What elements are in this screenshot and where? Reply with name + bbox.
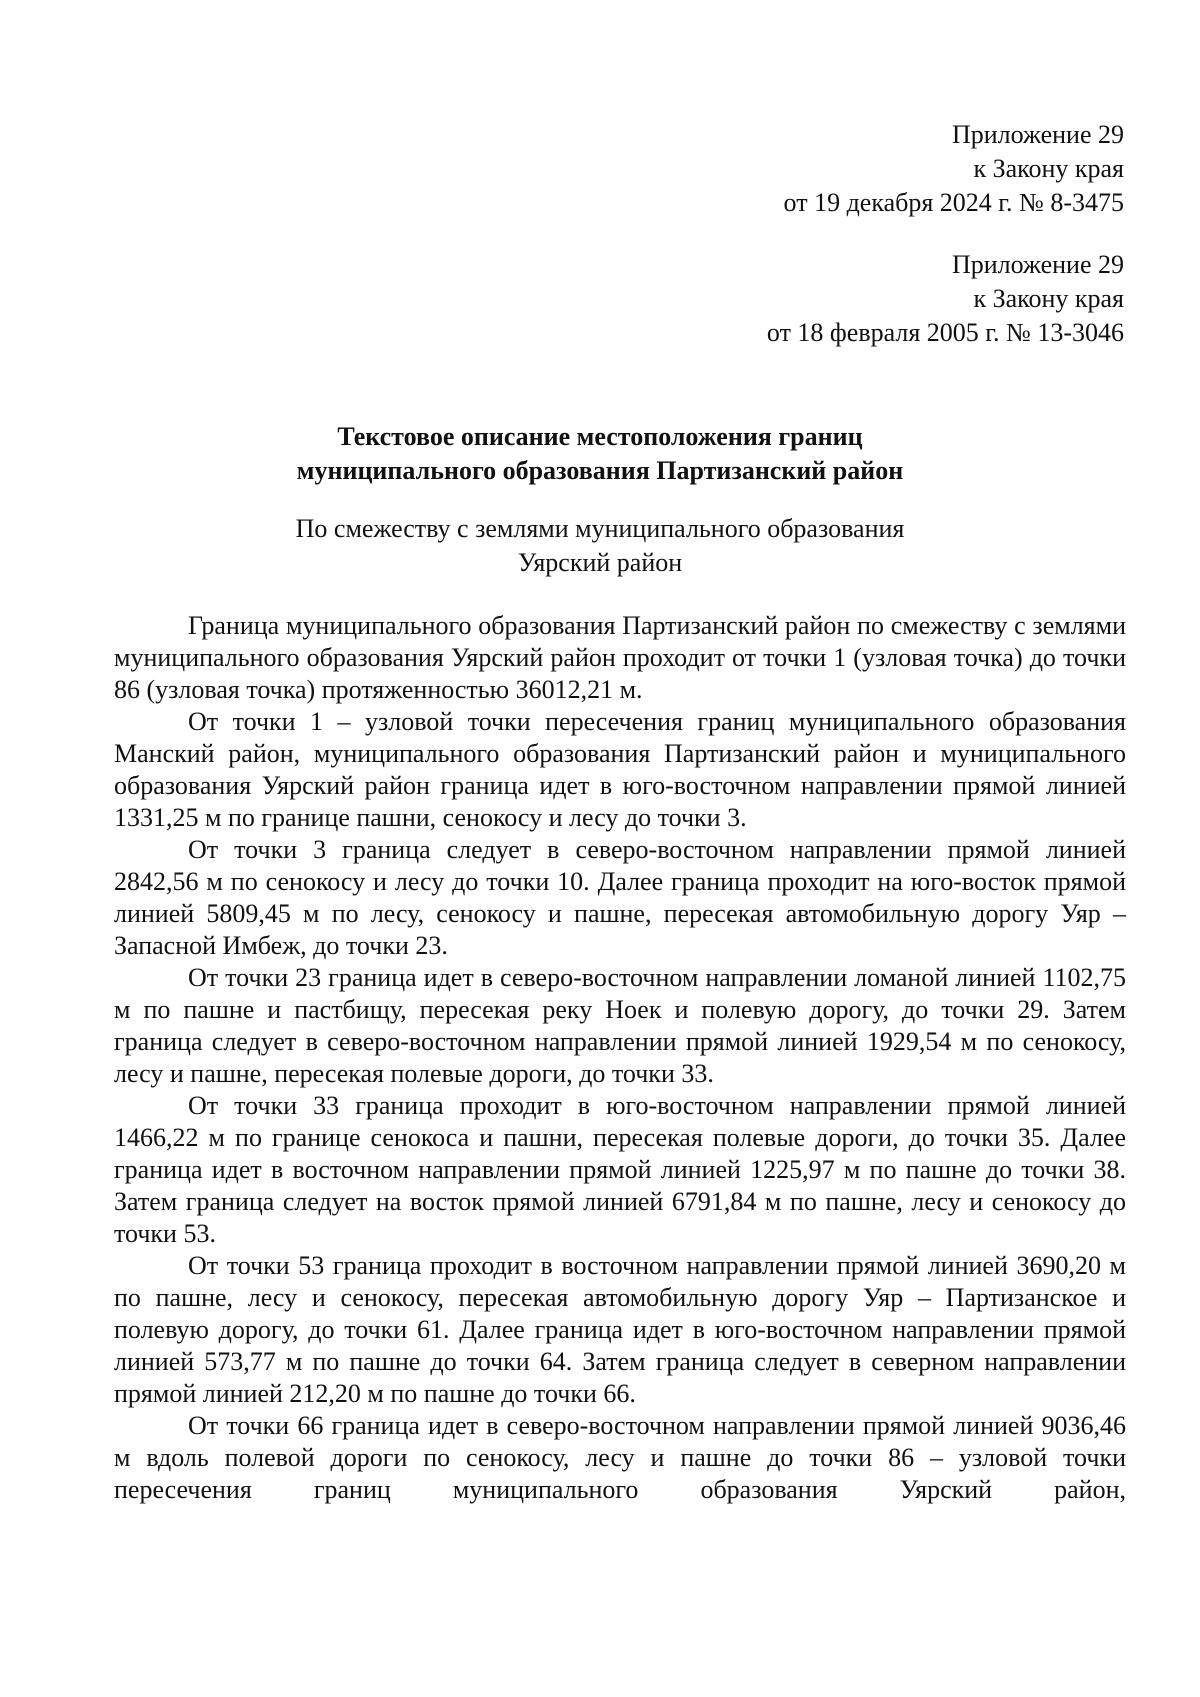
section-subtitle xyxy=(0,512,1200,580)
document-body xyxy=(114,610,1126,1506)
body-paragraph: От точки 3 граница следует в северо-восточном направлении прямой линией 2842,56 м по сенокосу и лесу до точки 10. Далее граница проходит на юго-восток прямой линией 5809,45 м по лесу, сенокосу и пашне, пересекая автомобильную дорогу Уяр – Запасной Имбеж, до точки 23. xyxy=(114,835,1126,960)
appendix-law-date: от 18 февраля 2005 г. № 13-3046 xyxy=(766,318,1124,347)
appendix-header-current xyxy=(784,118,1124,220)
document-title xyxy=(0,420,1200,488)
section-subtitle-line: По смежеству с землями муниципального образования xyxy=(295,514,905,543)
section-subtitle-line: Уярский район xyxy=(517,548,683,577)
appendix-law-reference: к Закону края xyxy=(973,284,1124,313)
appendix-law-reference: к Закону края xyxy=(973,154,1124,183)
body-paragraph: От точки 53 граница проходит в восточном направлении прямой линией 3690,20 м по пашне, лесу и сенокосу, пересекая автомобильную дорогу Уяр – Партизанское и полевую дорогу, до точки 61. Далее граница идет в юго-восточном направлении прямой линией 573,77 м по пашне до точки 64. Затем граница следует в северном направлении прямой линией 212,20 м по пашне до точки 66. xyxy=(114,1251,1126,1408)
body-paragraph: От точки 33 граница проходит в юго-восточном направлении прямой линией 1466,22 м по границе сенокоса и пашни, пересекая полевые дороги, до точки 35. Далее граница идет в восточном направлении прямой линией 1225,97 м по пашне до точки 38. Затем граница следует на восток прямой линией 6791,84 м по пашне, лесу и сенокосу до точки 53. xyxy=(114,1091,1126,1248)
document-title-line: муниципального образования Партизанский район xyxy=(296,456,904,485)
body-paragraph: От точки 1 – узловой точки пересечения границ муниципального образования Манский район, муниципального образования Партизанский район и муниципального образования Уярский район граница идет в юго-восточном направлении прямой линией 1331,25 м по границе пашни, сенокосу и лесу до точки 3. xyxy=(114,707,1126,832)
appendix-number: Приложение 29 xyxy=(951,120,1124,149)
appendix-header-original xyxy=(767,248,1124,350)
appendix-law-date: от 19 декабря 2024 г. № 8-3475 xyxy=(783,188,1124,217)
body-paragraph: От точки 23 граница идет в северо-восточном направлении ломаной линией 1102,75 м по пашне и пастбищу, пересекая реку Ноек и полевую дорогу, до точки 29. Затем граница следует в северо-восточном направлении прямой линией 1929,54 м по сенокосу, лесу и пашне, пересекая полевые дороги, до точки 33. xyxy=(114,963,1126,1088)
body-paragraph: От точки 66 граница идет в северо-восточном направлении прямой линией 9036,46 м вдоль полевой дороги по сенокосу, лесу и пашне до точки 86 – узловой точки пересечения границ муниципального образования Уярский район, xyxy=(114,1411,1126,1504)
document-title-line: Текстовое описание местоположения границ xyxy=(337,422,863,451)
appendix-number: Приложение 29 xyxy=(951,250,1124,279)
body-paragraph: Граница муниципального образования Партизанский район по смежеству с землями муниципального образования Уярский район проходит от точки 1 (узловая точка) до точки 86 (узловая точка) протяженностью 36012,21 м. xyxy=(114,611,1126,704)
